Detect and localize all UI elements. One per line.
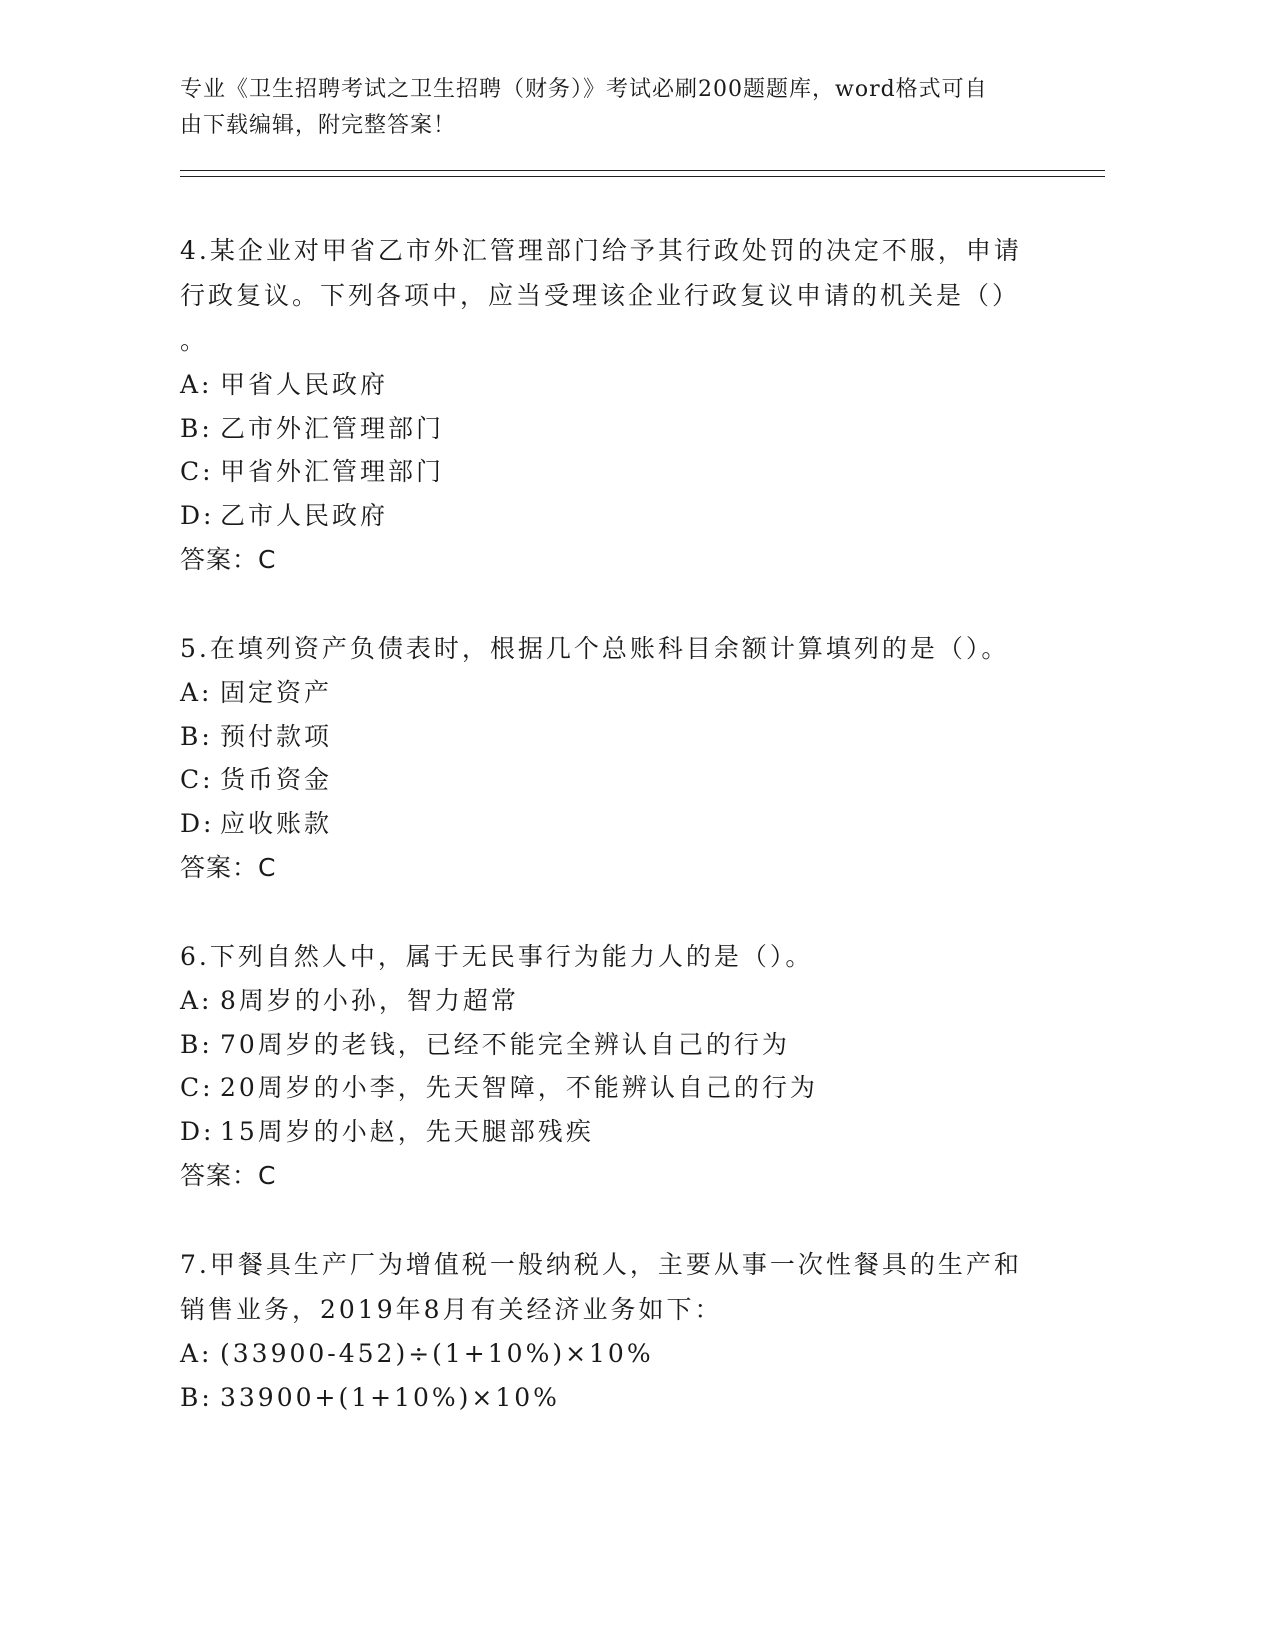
- question-list: [180, 228, 1040, 1463]
- option-key: D:: [180, 500, 215, 530]
- question-stem-line: 。: [180, 326, 209, 355]
- option-c: [180, 450, 1040, 494]
- question-stem-line: 销售业务，2019年8月有关经济业务如下：: [180, 1295, 723, 1324]
- answer-line: 答案：C: [180, 1161, 277, 1190]
- header-divider-bottom: [180, 176, 1105, 177]
- option-text: 固定资产: [220, 678, 333, 707]
- question-stem-line: 行政复议。下列各项中，应当受理该企业行政复议申请的机关是（）: [180, 281, 1021, 310]
- option-text: 乙市外汇管理部门: [220, 413, 445, 443]
- option-b: [180, 1023, 1040, 1067]
- question-stem-line: 4.某企业对甲省乙市外汇管理部门给予其行政处罚的决定不服，申请: [180, 236, 1022, 265]
- option-d: [180, 802, 1040, 846]
- option-text: 货币资金: [220, 765, 333, 794]
- option-a: [180, 671, 1040, 715]
- option-d: [180, 494, 1040, 538]
- option-key: C:: [180, 1073, 214, 1102]
- option-a: [180, 363, 1040, 407]
- answer-line: 答案：C: [180, 853, 277, 882]
- option-key: B:: [180, 1382, 213, 1412]
- option-a: [180, 1332, 1040, 1376]
- option-key: B:: [180, 1029, 213, 1059]
- header-line-1: 专业《卫生招聘考试之卫生招聘（财务）》考试必刷200题题库，word格式可自: [180, 77, 988, 102]
- option-key: D:: [180, 1116, 215, 1146]
- question-4: [180, 228, 1040, 582]
- option-key: B:: [180, 721, 213, 751]
- option-text: 20周岁的小李，先天智障，不能辨认自己的行为: [220, 1073, 818, 1102]
- option-b: [180, 407, 1040, 451]
- option-b: [180, 1376, 1040, 1420]
- header-divider-top: [180, 170, 1105, 171]
- option-text: 70周岁的老钱，已经不能完全辨认自己的行为: [220, 1029, 790, 1059]
- option-d: [180, 1110, 1040, 1154]
- option-key: B:: [180, 413, 213, 443]
- option-key: A:: [180, 678, 213, 707]
- option-key: A:: [180, 1339, 213, 1368]
- option-text: 8周岁的小孙，智力超常: [220, 986, 519, 1015]
- question-stem-line: 6.下列自然人中，属于无民事行为能力人的是（）。: [180, 942, 814, 971]
- option-text: (33900-452)÷(1+10%)×10%: [220, 1339, 654, 1368]
- option-text: 甲省外汇管理部门: [220, 457, 445, 486]
- question-7: [180, 1242, 1040, 1419]
- option-b: [180, 715, 1040, 759]
- option-c: [180, 1066, 1040, 1110]
- header-line-2: 由下载编辑，附完整答案！: [180, 113, 457, 138]
- option-text: 15周岁的小赵，先天腿部残疾: [220, 1116, 594, 1146]
- question-stem-line: 5.在填列资产负债表时，根据几个总账科目余额计算填列的是（）。: [180, 634, 1010, 663]
- question-stem-line: 7.甲餐具生产厂为增值税一般纳税人，主要从事一次性餐具的生产和: [180, 1250, 1022, 1279]
- option-text: 预付款项: [220, 721, 333, 751]
- option-key: C:: [180, 457, 214, 486]
- option-key: D:: [180, 808, 215, 838]
- answer-line: 答案：C: [180, 545, 277, 574]
- option-text: 33900+(1+10%)×10%: [220, 1382, 560, 1412]
- question-6: [180, 934, 1040, 1198]
- option-key: C:: [180, 765, 214, 794]
- question-5: [180, 626, 1040, 890]
- option-c: [180, 758, 1040, 802]
- option-text: 乙市人民政府: [220, 500, 389, 530]
- option-text: 甲省人民政府: [220, 370, 389, 399]
- option-text: 应收账款: [220, 808, 333, 838]
- option-key: A:: [180, 370, 213, 399]
- option-key: A:: [180, 986, 213, 1015]
- document-header: [180, 72, 1040, 144]
- option-a: [180, 979, 1040, 1023]
